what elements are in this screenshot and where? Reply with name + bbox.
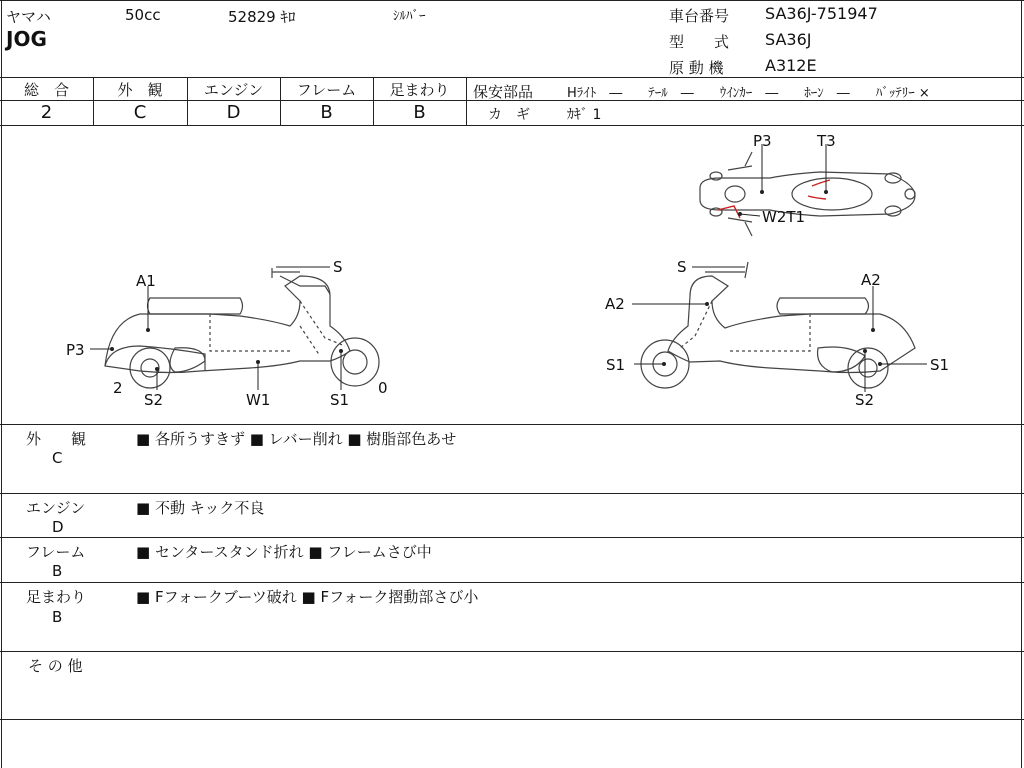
model-name: JOG bbox=[6, 27, 47, 51]
label-right-a2-left: A2 bbox=[605, 295, 625, 313]
note-grade-appearance: C bbox=[52, 449, 63, 467]
note-grade-suspension: B bbox=[52, 608, 63, 626]
grade-top-line bbox=[0, 77, 1024, 78]
label-top-p3: P3 bbox=[753, 132, 772, 150]
note-grade-frame: B bbox=[52, 562, 63, 580]
note-label-other: そ の 他 bbox=[28, 657, 83, 675]
grade-col-sep bbox=[466, 77, 467, 125]
safety-label: 保安部品 bbox=[473, 83, 534, 101]
notes-bottom-line bbox=[0, 719, 1024, 720]
label-right-s1-left: S1 bbox=[606, 356, 626, 374]
grade-value-engine: D bbox=[226, 102, 241, 123]
grade-value-frame: B bbox=[320, 102, 333, 123]
label-left-2: 2 bbox=[113, 379, 123, 397]
note-text-appearance: ■ 各所うすきず ■ レバー削れ ■ 樹脂部色あせ bbox=[136, 430, 457, 448]
grade-value-appearance: C bbox=[133, 102, 147, 123]
notes-line bbox=[0, 651, 1024, 652]
label-left-s2: S2 bbox=[144, 391, 164, 409]
note-text-engine: ■ 不動 キック不良 bbox=[136, 499, 265, 517]
notes-line bbox=[0, 493, 1024, 494]
maker: ヤマハ bbox=[6, 8, 51, 26]
grade-header-total: 総 合 bbox=[23, 81, 69, 99]
grade-value-suspension: B bbox=[413, 102, 426, 123]
notes-line bbox=[0, 582, 1024, 583]
label-left-s1: S1 bbox=[330, 391, 350, 409]
note-text-suspension: ■ Fフォークブーツ破れ ■ Fフォーク摺動部さび小 bbox=[136, 588, 479, 606]
grade-header-frame: フレーム bbox=[296, 81, 357, 99]
label-left-s: S bbox=[333, 258, 343, 276]
grade-mid-line bbox=[0, 100, 466, 101]
frame-no-label: 車台番号 bbox=[669, 7, 730, 25]
engine-value: A312E bbox=[765, 56, 817, 75]
label-left-a1: A1 bbox=[136, 272, 156, 290]
note-label-suspension: 足まわり bbox=[26, 588, 87, 606]
key-label: カ ギ bbox=[488, 107, 530, 123]
displacement: 50cc bbox=[125, 6, 161, 24]
border-top bbox=[0, 0, 1024, 1]
label-left-w1: W1 bbox=[246, 391, 271, 409]
type-label: 型 式 bbox=[669, 33, 730, 51]
mileage: 52829 ｷﾛ bbox=[228, 8, 296, 26]
grade-header-suspension: 足まわり bbox=[389, 81, 450, 99]
note-grade-engine: D bbox=[52, 518, 64, 536]
note-text-frame: ■ センタースタンド折れ ■ フレームさび中 bbox=[136, 543, 432, 561]
label-right-s: S bbox=[677, 258, 687, 276]
safety-items: Hﾗｲﾄ ― ﾃｰﾙ ― ｳｲﾝｶｰ ― ﾎｰﾝ ― ﾊﾞｯﾃﾘｰ × bbox=[567, 86, 930, 101]
color: ｼﾙﾊﾞｰ bbox=[393, 9, 426, 24]
top-view-scooter bbox=[700, 152, 915, 236]
grade-header-engine: エンジン bbox=[203, 81, 264, 99]
label-right-s1-right: S1 bbox=[930, 356, 950, 374]
label-right-s2: S2 bbox=[855, 391, 875, 409]
label-top-w2t1: W2T1 bbox=[762, 208, 806, 226]
frame-no-value: SA36J-751947 bbox=[765, 4, 878, 23]
key-value: ｶｷﾞ 1 bbox=[567, 107, 602, 123]
note-label-engine: エンジン bbox=[26, 499, 86, 517]
engine-label: 原 動 機 bbox=[669, 59, 724, 77]
label-left-0: 0 bbox=[378, 379, 388, 397]
note-label-frame: フレーム bbox=[26, 543, 86, 561]
notes-line bbox=[0, 537, 1024, 538]
type-value: SA36J bbox=[765, 30, 812, 49]
notes-top-line bbox=[0, 424, 1024, 425]
grade-value-total: 2 bbox=[40, 102, 53, 123]
grade-header-appearance: 外 観 bbox=[117, 81, 163, 99]
label-left-p3: P3 bbox=[66, 341, 85, 359]
label-top-t3: T3 bbox=[817, 132, 836, 150]
note-label-appearance: 外 観 bbox=[26, 430, 87, 448]
label-right-a2-right: A2 bbox=[861, 271, 881, 289]
damage-diagram bbox=[0, 126, 1024, 426]
